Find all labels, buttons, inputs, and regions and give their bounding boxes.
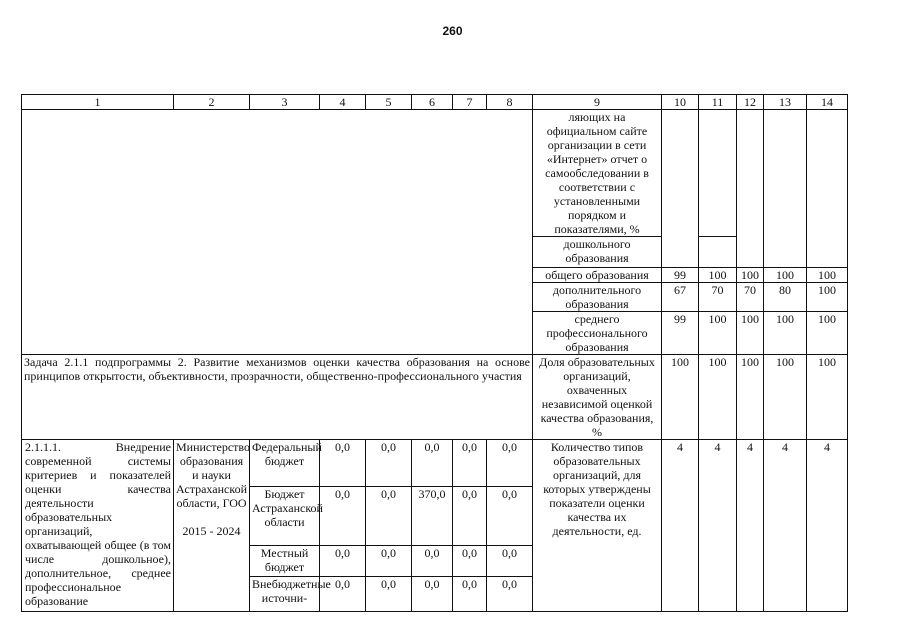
- value-cell: 100: [807, 355, 848, 440]
- funding-value: 0,0: [366, 577, 412, 612]
- value-cell: [737, 110, 764, 268]
- col-header: 2: [174, 95, 250, 110]
- level-label: среднего профессионального образования: [533, 312, 662, 355]
- page-number: 260: [442, 24, 463, 38]
- funding-value: 0,0: [412, 440, 453, 487]
- table-row: [22, 440, 848, 487]
- col-header: 14: [807, 95, 848, 110]
- col-header: 6: [412, 95, 453, 110]
- header-row: [22, 95, 848, 110]
- funding-value: 0,0: [320, 440, 366, 487]
- value-cell: 100: [699, 355, 737, 440]
- col-header: 11: [699, 95, 737, 110]
- measure-indicator: Количество типов образовательных организаций, для которых утверждены показатели оценки качества их деятельности, ед.: [533, 440, 662, 612]
- value-cell: 4: [764, 440, 807, 612]
- value-cell: [699, 110, 737, 237]
- funding-value: 0,0: [487, 577, 533, 612]
- value-cell: 100: [699, 268, 737, 283]
- value-cell: 70: [737, 283, 764, 312]
- value-cell: [662, 110, 699, 268]
- col-header: 12: [737, 95, 764, 110]
- col-header: 7: [453, 95, 487, 110]
- funding-value: 0,0: [320, 487, 366, 546]
- funding-source: Федеральный бюджет: [250, 440, 320, 487]
- col-header: 4: [320, 95, 366, 110]
- period-text: 2015 - 2024: [182, 524, 241, 538]
- funding-value: 0,0: [453, 440, 487, 487]
- measure-name: 2.1.1.1. Внедрение современной системы критериев и показателей оценки качества деятельности образовательных организаций, охватывающей общее (в том числе дошкольное), дополнительное, среднее профессиональное образование: [22, 440, 174, 612]
- col-header: 1: [22, 95, 174, 110]
- task-indicator: Доля образовательных организаций, охваченных независимой оценкой качества образования, %: [533, 355, 662, 440]
- value-cell: [764, 110, 807, 268]
- task-title: Задача 2.1.1 подпрограммы 2. Развитие механизмов оценки качества образования на основе принципов открытости, объективности, прозрачности, общественно-профессионального участия: [22, 355, 533, 440]
- funding-value: 0,0: [412, 546, 453, 577]
- level-label: дошкольного образования: [533, 237, 662, 268]
- value-cell: 99: [662, 312, 699, 355]
- value-cell: [699, 237, 737, 268]
- funding-source: Внебюджетные источни-: [250, 577, 320, 612]
- value-cell: [807, 110, 848, 268]
- funding-value: 0,0: [320, 546, 366, 577]
- level-label: общего образования: [533, 268, 662, 283]
- funding-source: Местный бюджет: [250, 546, 320, 577]
- value-cell: 100: [764, 355, 807, 440]
- funding-value: 0,0: [453, 546, 487, 577]
- value-cell: 100: [737, 355, 764, 440]
- funding-value: 0,0: [487, 487, 533, 546]
- funding-value: 0,0: [366, 440, 412, 487]
- funding-value: 0,0: [487, 546, 533, 577]
- measure-executor: [174, 440, 250, 612]
- executor-text: Министерство образования и науки Астраханской области, ГОО: [176, 440, 250, 510]
- value-cell: 100: [737, 268, 764, 283]
- funding-value: 0,0: [412, 577, 453, 612]
- value-cell: 100: [764, 268, 807, 283]
- value-cell: 4: [737, 440, 764, 612]
- funding-source: Бюджет Астраханской области: [250, 487, 320, 546]
- level-label: дополнительного образования: [533, 283, 662, 312]
- indicator-continuation: ляющих на официальном сайте организации в сети «Интернет» отчет о самообследовании в соответствии с установленными порядком и показателями, %: [533, 110, 662, 237]
- value-cell: 80: [764, 283, 807, 312]
- table-row: [22, 110, 848, 237]
- value-cell: 100: [807, 283, 848, 312]
- value-cell: 100: [807, 312, 848, 355]
- funding-value: 0,0: [453, 487, 487, 546]
- col-header: 13: [764, 95, 807, 110]
- value-cell: 100: [737, 312, 764, 355]
- value-cell: 70: [699, 283, 737, 312]
- col-header: 9: [533, 95, 662, 110]
- value-cell: 67: [662, 283, 699, 312]
- col-header: 5: [366, 95, 412, 110]
- value-cell: 4: [807, 440, 848, 612]
- value-cell: 4: [699, 440, 737, 612]
- table-row: [22, 355, 848, 440]
- funding-value: 0,0: [366, 546, 412, 577]
- program-table: [21, 94, 848, 612]
- value-cell: 100: [662, 355, 699, 440]
- funding-value: 0,0: [366, 487, 412, 546]
- value-cell: 100: [699, 312, 737, 355]
- funding-value: 0,0: [320, 577, 366, 612]
- value-cell: 100: [807, 268, 848, 283]
- col-header: 3: [250, 95, 320, 110]
- funding-value: 0,0: [453, 577, 487, 612]
- empty-merged-cell: [22, 110, 533, 355]
- col-header: 8: [487, 95, 533, 110]
- col-header: 10: [662, 95, 699, 110]
- funding-value: 370,0: [412, 487, 453, 546]
- value-cell: 4: [662, 440, 699, 612]
- value-cell: 100: [764, 312, 807, 355]
- funding-value: 0,0: [487, 440, 533, 487]
- value-cell: 99: [662, 268, 699, 283]
